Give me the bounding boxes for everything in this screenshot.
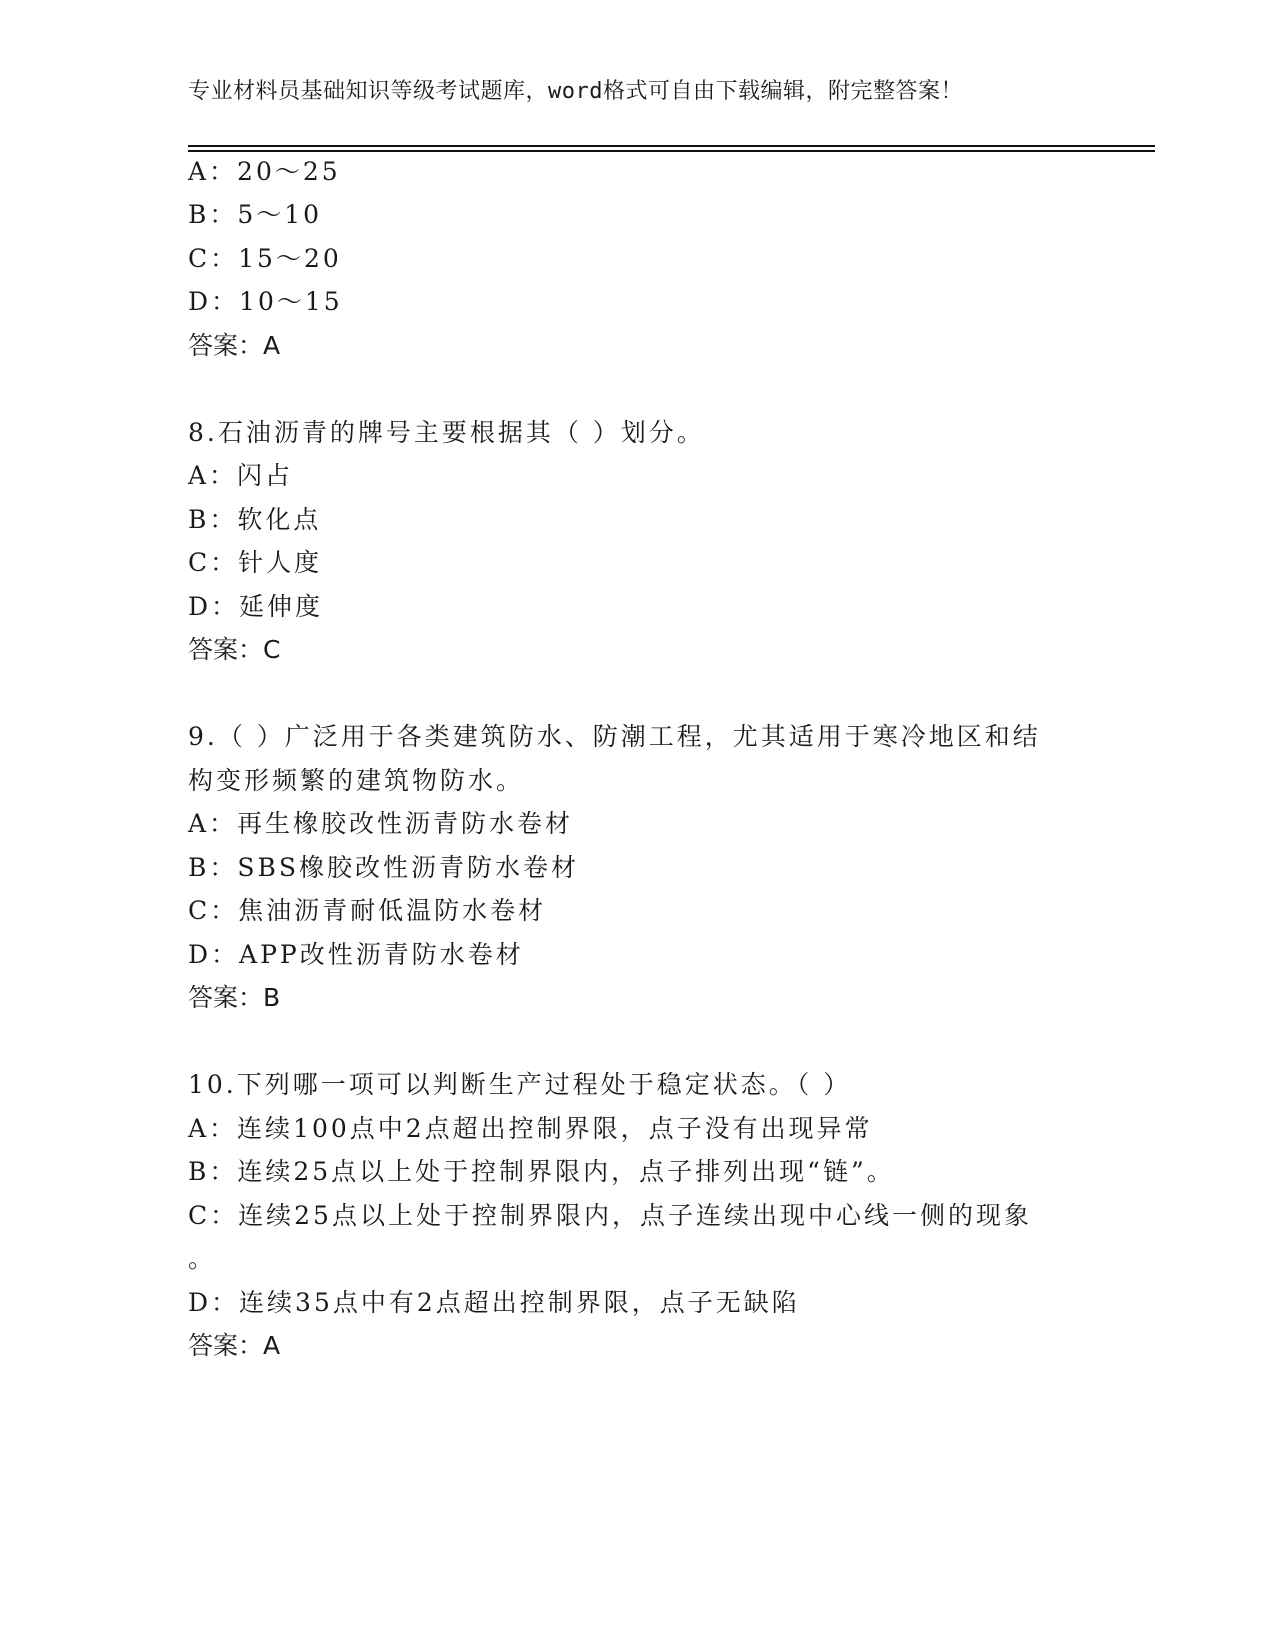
q9-option-a: A：再生橡胶改性沥青防水卷材: [188, 809, 574, 838]
q10-option-c-line2: 。: [188, 1244, 217, 1273]
q8-stem: 8.石油沥青的牌号主要根据其（ ）划分。: [188, 418, 705, 447]
q7-answer: 答案：A: [188, 331, 281, 360]
q7-option-c: C：15～20: [188, 244, 342, 273]
q10-option-b: B：连续25点以上处于控制界限内，点子排列出现“链”。: [188, 1157, 895, 1186]
q10-option-a: A：连续100点中2点超出控制界限，点子没有出现异常: [188, 1114, 873, 1143]
q10-option-c-line1: C：连续25点以上处于控制界限内，点子连续出现中心线一侧的现象: [188, 1201, 1032, 1230]
q10-option-d: D：连续35点中有2点超出控制界限，点子无缺陷: [188, 1288, 800, 1317]
q8-option-d: D：延伸度: [188, 592, 324, 621]
q9-stem-line2: 构变形频繁的建筑物防水。: [188, 766, 525, 795]
q7-option-b: B：5～10: [188, 200, 323, 229]
q9-stem-line1: 9.（ ）广泛用于各类建筑防水、防潮工程，尤其适用于寒冷地区和结: [188, 722, 1041, 751]
q8-option-a: A：闪占: [188, 461, 294, 490]
q9-option-d: D：APP改性沥青防水卷材: [188, 940, 524, 969]
page-header: 专业材料员基础知识等级考试题库，word格式可自由下载编辑，附完整答案！: [188, 79, 963, 104]
q8-answer: 答案：C: [188, 635, 281, 664]
header-divider-bottom: [188, 150, 1155, 152]
q9-option-b: B：SBS橡胶改性沥青防水卷材: [188, 853, 579, 882]
q10-answer: 答案：A: [188, 1331, 281, 1360]
q9-option-c: C：焦油沥青耐低温防水卷材: [188, 896, 547, 925]
q8-option-b: B：软化点: [188, 505, 322, 534]
q10-stem: 10.下列哪一项可以判断生产过程处于稳定状态。（ ）: [188, 1070, 852, 1099]
q7-option-d: D：10～15: [188, 287, 343, 316]
header-divider-top: [188, 145, 1155, 147]
q8-option-c: C：针人度: [188, 548, 323, 577]
q7-option-a: A：20～25: [188, 157, 341, 186]
q9-answer: 答案：B: [188, 983, 281, 1012]
